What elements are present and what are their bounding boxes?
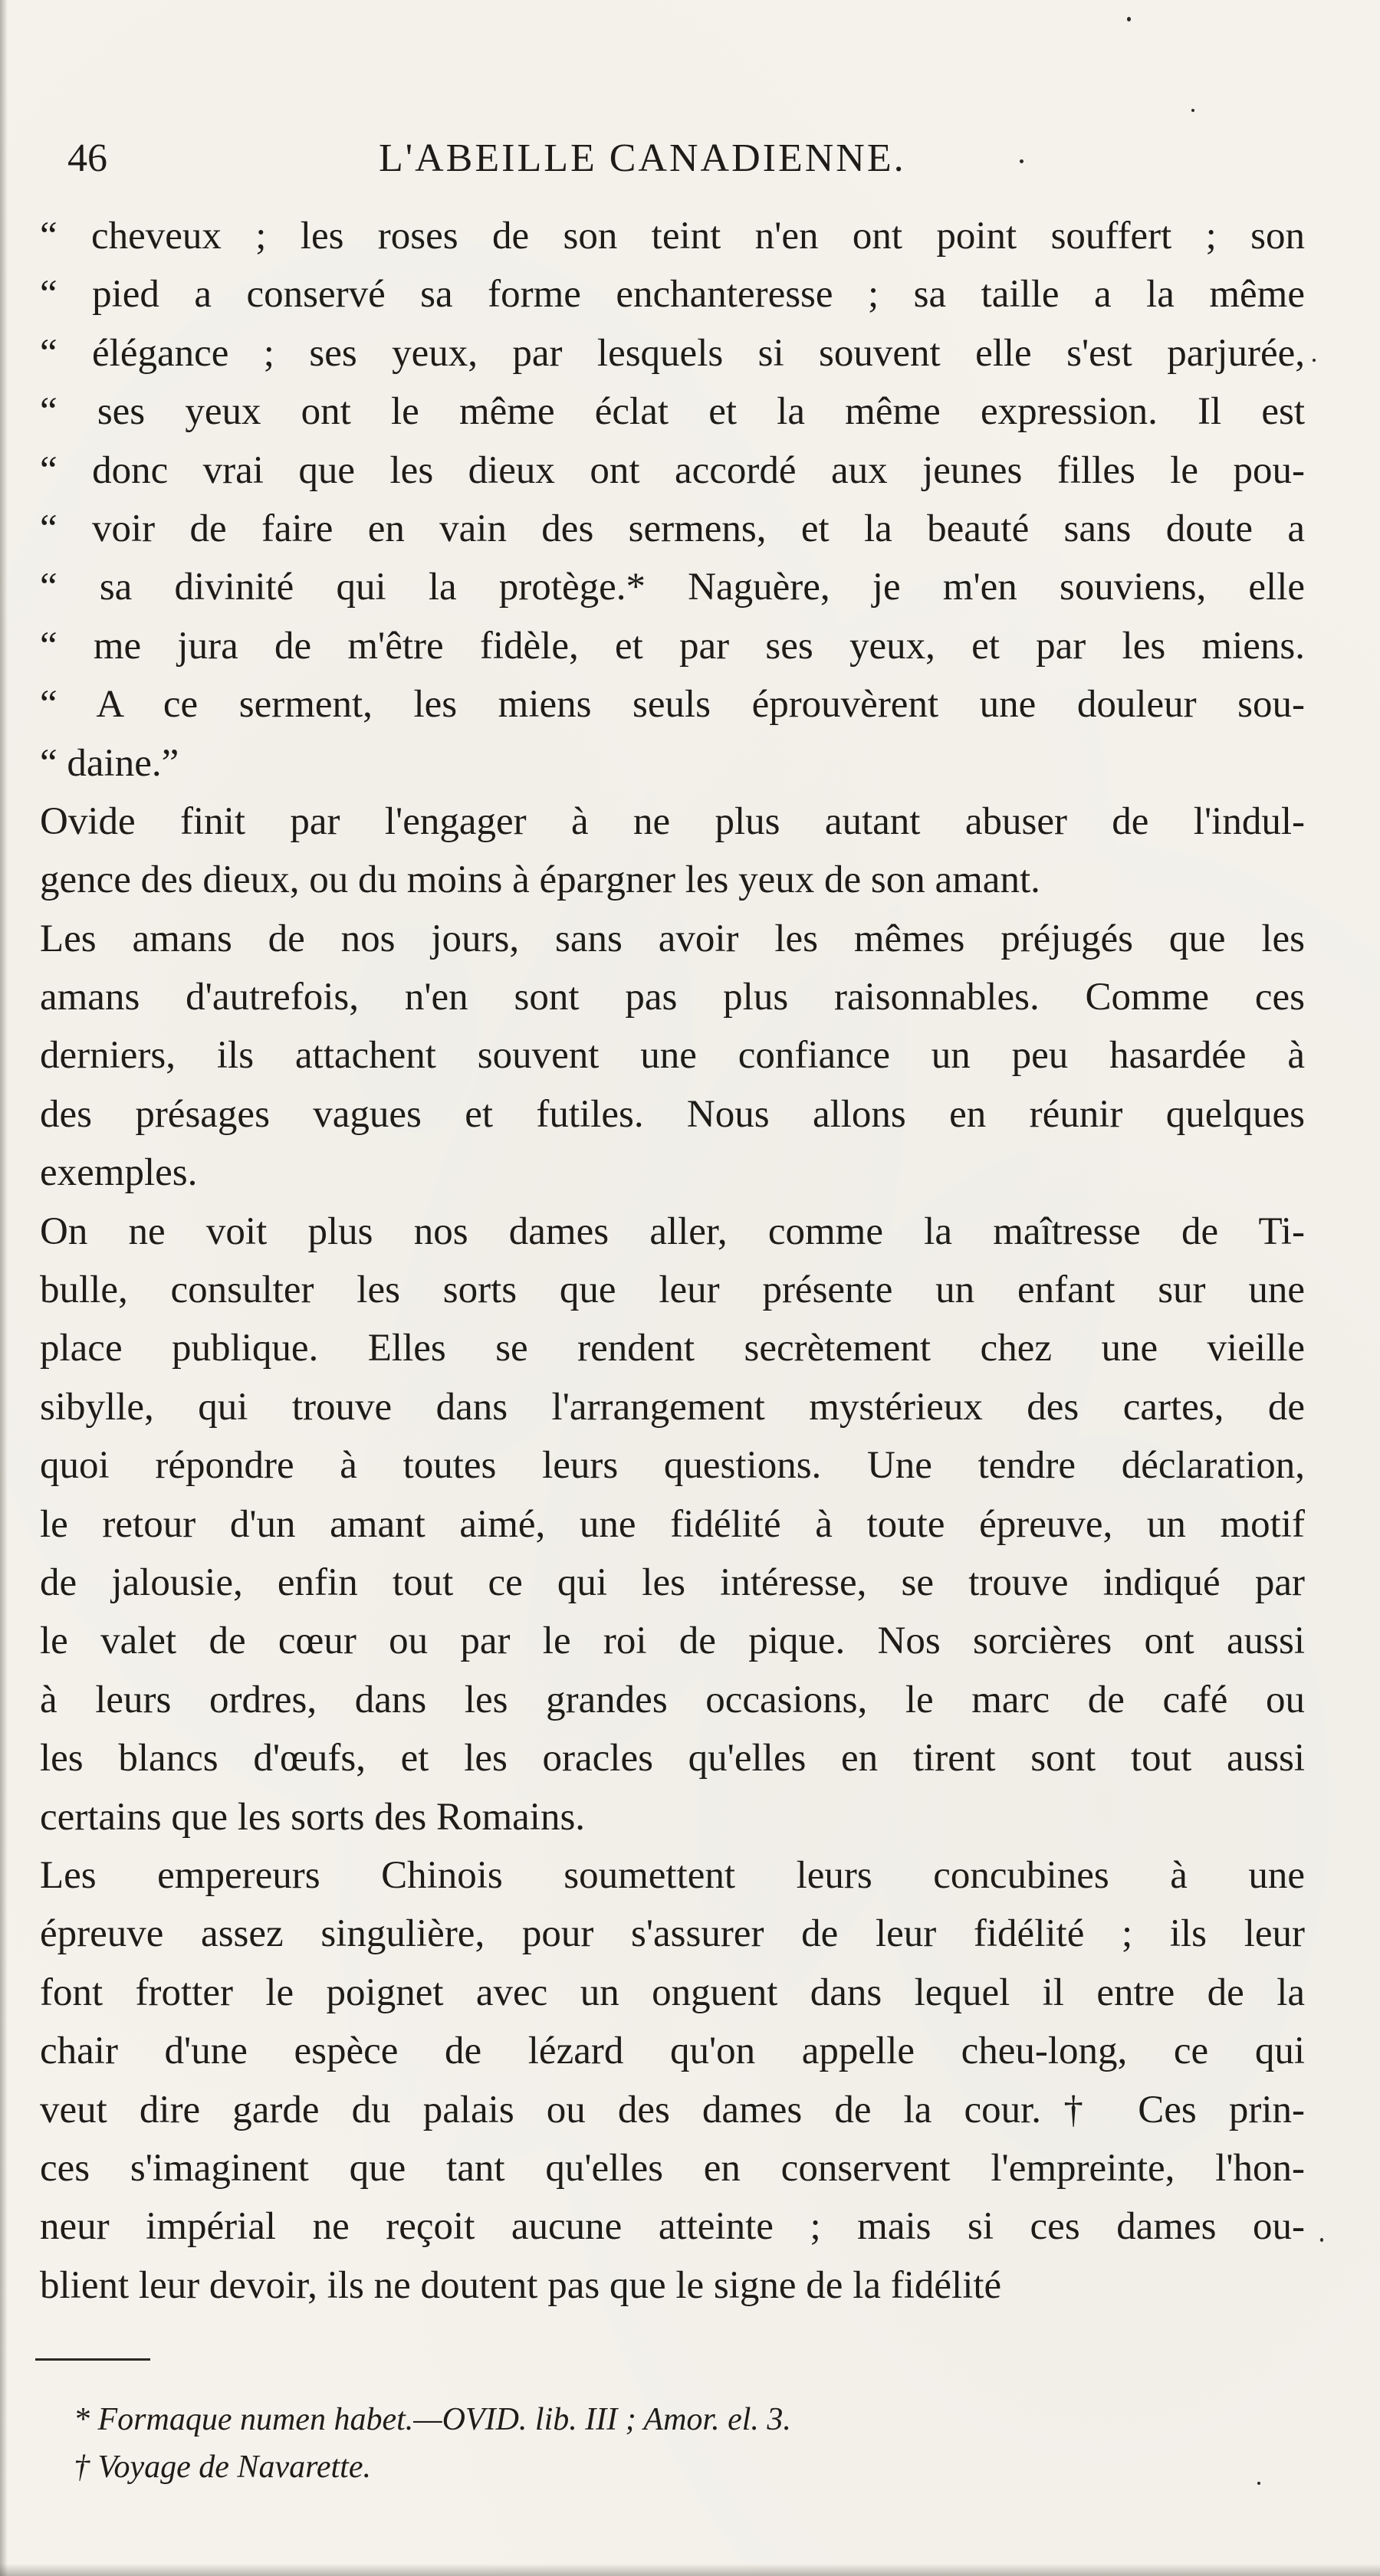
text-line: sibylle, qui trouve dans l'arrangement mystérieux des cartes, de: [40, 1385, 1305, 1429]
text-line: bulle, consulter les sorts que leur présente un enfant sur une: [40, 1268, 1305, 1312]
text-line: de jalousie, enfin tout ce qui les intéresse, se trouve indiqué par: [40, 1560, 1305, 1604]
text-line: “ élégance ; ses yeux, par lesquels si souvent elle s'est parjurée,: [40, 331, 1305, 375]
text-line: “ me jura de m'être fidèle, et par ses yeux, et par les miens.: [40, 624, 1305, 668]
text-line: font frotter le poignet avec un onguent dans lequel il entre de la: [40, 1971, 1305, 2014]
page-bottom-edge-shadow: [0, 2564, 1380, 2576]
text-line: ces s'imaginent que tant qu'elles en conservent l'empreinte, l'hon-: [40, 2146, 1305, 2190]
text-line: “ donc vrai que les dieux ont accordé aux jeunes filles le pou-: [40, 448, 1305, 492]
text-line: les blancs d'œufs, et les oracles qu'elles en tirent sont tout aussi: [40, 1737, 1305, 1780]
text-line: Les amans de nos jours, sans avoir les mêmes préjugés que les: [40, 917, 1305, 960]
text-line: exemples.: [40, 1151, 198, 1195]
text-line: Ovide finit par l'engager à ne plus autant abuser de l'indul-: [40, 799, 1305, 843]
text-line: place publique. Elles se rendent secrètement chez une vieille: [40, 1327, 1305, 1370]
text-line: derniers, ils attachent souvent une confiance un peu hasardée à: [40, 1034, 1305, 1078]
text-line: “ pied a conservé sa forme enchanteresse ; sa taille a la même: [40, 273, 1305, 317]
text-line: Les empereurs Chinois soumettent leurs concubines à une: [40, 1853, 1305, 1897]
text-line: certains que les sorts des Romains.: [40, 1795, 586, 1839]
text-line: gence des dieux, ou du moins à épargner les yeux de son amant.: [40, 858, 1040, 902]
running-title: L'ABEILLE CANADIENNE.: [379, 136, 906, 180]
page-number: 46: [67, 136, 107, 180]
text-line: blient leur devoir, ils ne doutent pas que le signe de la fidélité: [40, 2263, 1002, 2307]
text-line: à leurs ordres, dans les grandes occasions, le marc de café ou: [40, 1678, 1305, 1721]
text-line: épreuve assez singulière, pour s'assurer de leur fidélité ; ils leur: [40, 1912, 1305, 1956]
text-line: amans d'autrefois, n'en sont pas plus raisonnables. Comme ces: [40, 976, 1305, 1019]
print-speck: [1320, 2238, 1323, 2242]
print-speck: [1020, 159, 1024, 163]
footnote-rule: [35, 2358, 150, 2361]
text-line: On ne voit plus nos dames aller, comme la maîtresse de Ti-: [40, 1209, 1305, 1253]
page-header: [67, 132, 1294, 185]
text-line: le retour d'un amant aimé, une fidélité à toute épreuve, un motif: [40, 1502, 1305, 1546]
text-line: “ sa divinité qui la protège.* Naguère, je m'en souviens, elle: [40, 566, 1305, 609]
body-text: [40, 207, 1305, 2315]
text-line: “ daine.”: [40, 741, 179, 785]
print-speck: [1127, 17, 1131, 21]
footnotes: [74, 2396, 1224, 2491]
print-speck: [1191, 109, 1194, 112]
text-line: des présages vagues et futiles. Nous allons en réunir quelques: [40, 1092, 1305, 1136]
footnote: † Voyage de Navarette.: [74, 2450, 371, 2485]
text-line: neur impérial ne reçoit aucune atteinte ; mais si ces dames ou-: [40, 2205, 1305, 2249]
text-line: chair d'une espèce de lézard qu'on appelle cheu-long, ce qui: [40, 2030, 1305, 2073]
footnote: * Formaque numen habet.—OVID. lib. III ; Amor. el. 3.: [74, 2402, 791, 2437]
text-line: “ voir de faire en vain des sermens, et la beauté sans doute a: [40, 507, 1305, 550]
text-line: “ cheveux ; les roses de son teint n'en ont point souffert ; son: [40, 215, 1305, 258]
text-line: quoi répondre à toutes leurs questions. Une tendre déclaration,: [40, 1444, 1305, 1488]
print-speck: [1313, 359, 1316, 362]
text-line: “ A ce serment, les miens seuls éprouvèrent une douleur sou-: [40, 683, 1305, 727]
print-speck: [1257, 2482, 1260, 2485]
text-line: le valet de cœur ou par le roi de pique. Nos sorcières ont aussi: [40, 1619, 1305, 1663]
text-line: veut dire garde du palais ou des dames de la cour.† Ces prin-: [40, 2088, 1305, 2131]
page-left-edge-shadow: [0, 0, 8, 2576]
text-line: “ ses yeux ont le même éclat et la même expression. Il est: [40, 390, 1305, 434]
